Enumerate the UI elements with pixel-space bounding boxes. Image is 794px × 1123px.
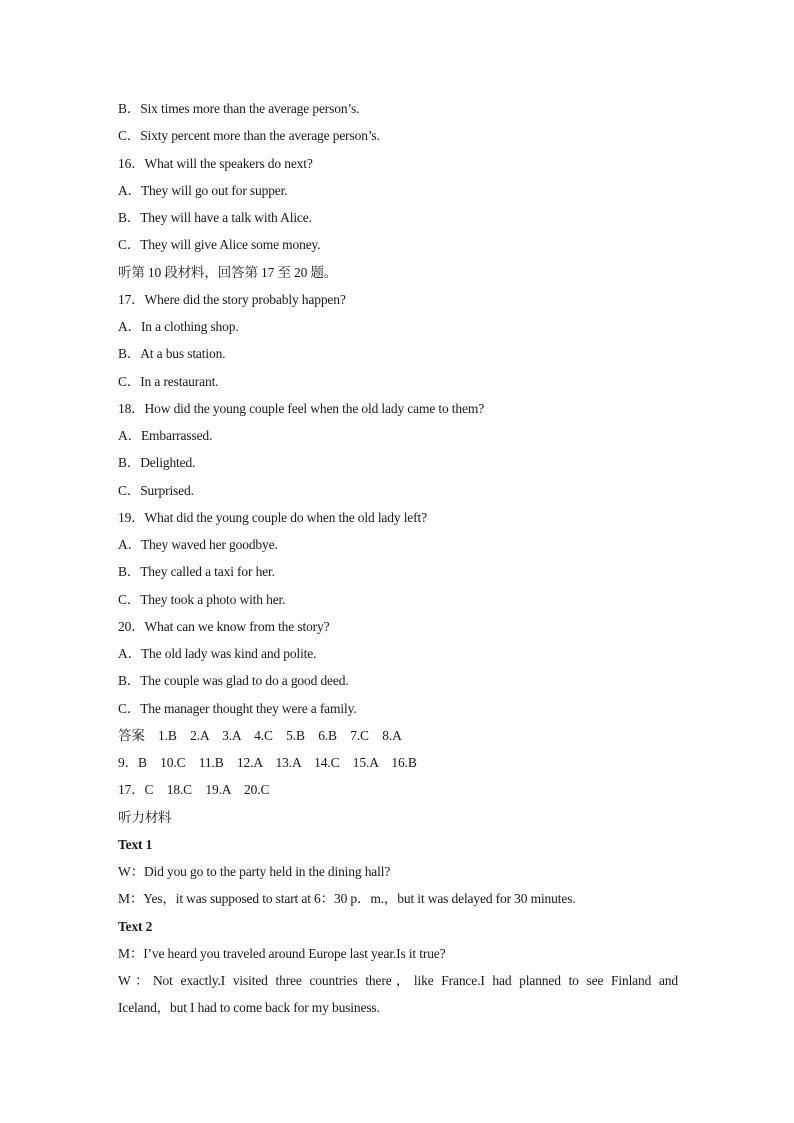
text-1-line-2: M：Yes，it was supposed to start at 6：30 p．m.，but it was delayed for 30 minutes. [118, 891, 576, 907]
option-c-q15: C．Sixty percent more than the average person’s. [118, 128, 380, 144]
option-a-q19: A．They waved her goodbye. [118, 537, 278, 552]
document-page [118, 95, 678, 1022]
text-1-line-1: W：Did you go to the party held in the dining hall? [118, 864, 391, 879]
option-c-q17: C．In a restaurant. [118, 373, 219, 389]
answer-key-line-2: 9．B 10.C 11.B 12.A 13.A 14.C 15.A 16.B [118, 755, 417, 770]
option-b-q18: B．Delighted. [118, 455, 196, 471]
option-c-q16: C．They will give Alice some money. [118, 237, 321, 253]
option-b-q20: B．The couple was glad to do a good deed. [118, 673, 349, 689]
question-17: 17．Where did the story probably happen? [118, 291, 346, 307]
question-20: 20．What can we know from the story? [118, 618, 330, 634]
option-a-q16: A．They will go out for supper. [118, 182, 288, 198]
option-b-q16: B．They will have a talk with Alice. [118, 210, 312, 225]
option-b-q15: B．Six times more than the average person’s. [118, 101, 360, 116]
text-2-heading: Text 2 [118, 918, 153, 934]
question-19: 19．What did the young couple do when the old lady left? [118, 509, 427, 525]
text-2-line-2: W：Not exactly.I visited three countries there，like France.I had planned to see Finland and [118, 973, 678, 988]
text-2-line-1: M：I’ve heard you traveled around Europe last year.Is it true? [118, 945, 446, 961]
section-instruction: 听第 10 段材料，回答第 17 至 20 题。 [118, 264, 338, 280]
option-c-q18: C．Surprised. [118, 482, 194, 498]
question-16: 16．What will the speakers do next? [118, 155, 313, 171]
option-a-q18: A．Embarrassed. [118, 428, 213, 443]
option-b-q19: B．They called a taxi for her. [118, 564, 275, 580]
answer-key-line-3: 17．C 18.C 19.A 20.C [118, 782, 270, 798]
text-1-heading: Text 1 [118, 836, 153, 852]
option-a-q20: A．The old lady was kind and polite. [118, 646, 317, 661]
question-18: 18．How did the young couple feel when the old lady came to them? [118, 400, 485, 416]
option-c-q19: C．They took a photo with her. [118, 591, 286, 607]
option-a-q17: A．In a clothing shop. [118, 319, 239, 334]
listening-material-heading: 听力材料 [118, 809, 172, 825]
answer-key-line-1: 答案 1.B 2.A 3.A 4.C 5.B 6.B 7.C 8.A [118, 727, 402, 743]
option-c-q20: C．The manager thought they were a family. [118, 700, 357, 716]
option-b-q17: B．At a bus station. [118, 346, 226, 362]
text-2-line-3: Iceland，but I had to come back for my business. [118, 1000, 380, 1016]
